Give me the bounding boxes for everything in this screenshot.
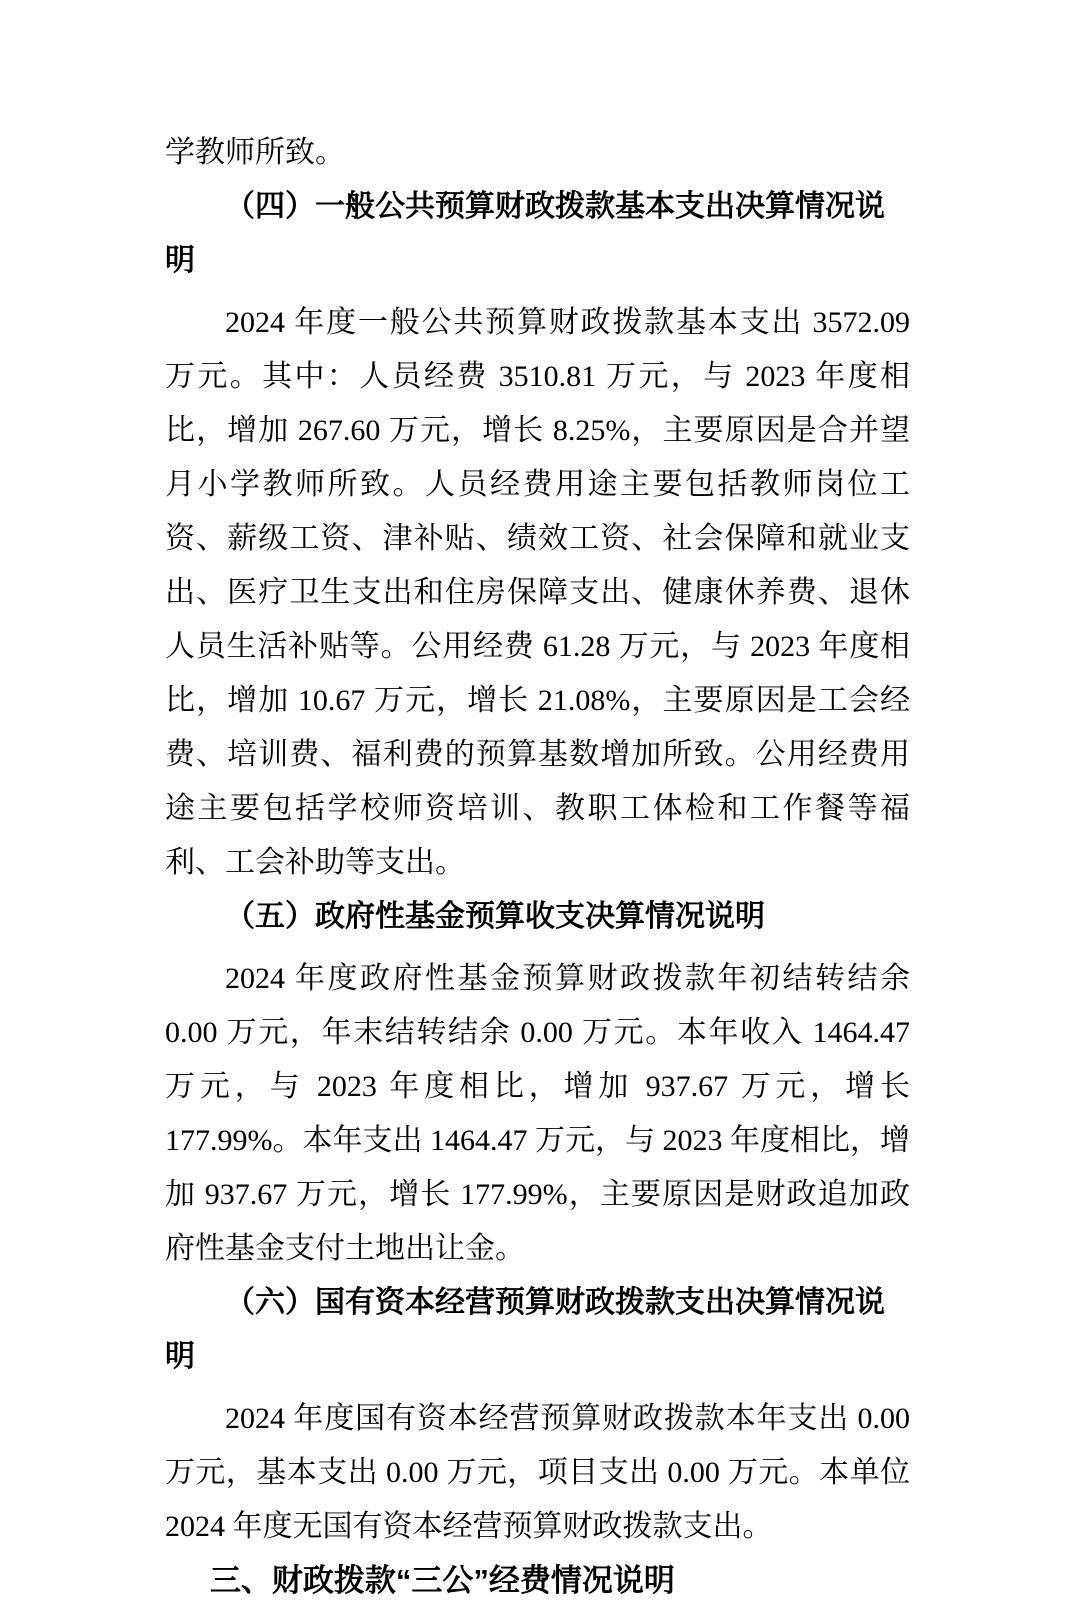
- section-5-paragraph: 2024 年度政府性基金预算财政拨款年初结转结余 0.00 万元，年末结转结余 0.00 万元。本年收入 1464.47 万元，与 2023 年度相比，增加 937.67 万元，增长 177.99%。本年支出 1464.47 万元，与 2023 年度相比，增加 937.67 万元，增长 177.99%，主要原因是财政追加政府性基金支付土地出让金。: [165, 962, 910, 1265]
- section-heading-4: （四）一般公共预算财政拨款基本支出决算情况说明: [165, 190, 885, 277]
- closing-heading-three-public-funds: 三、财政拨款“三公”经费情况说明: [209, 1563, 675, 1598]
- paragraph-continuation: 学教师所致。: [165, 136, 345, 169]
- section-heading-6: （六）国有资本经营预算财政拨款支出决算情况说明: [165, 1286, 885, 1373]
- section-heading-5: （五）政府性基金预算收支决算情况说明: [225, 900, 765, 933]
- section-4-paragraph: 2024 年度一般公共预算财政拨款基本支出 3572.09 万元。其中：人员经费 3510.81 万元，与 2023 年度相比，增加 267.60 万元，增长 8.25%，主要原因是合并望月小学教师所致。人员经费用途主要包括教师岗位工资、薪级工资、津补贴、绩效工资、社会保障和就业支出、医疗卫生支出和住房保障支出、健康休养费、退休人员生活补贴等。公用经费 61.28 万元，与 2023 年度相比，增加 10.67 万元，增长 21.08%，主要原因是工会经费、培训费、福利费的预算基数增加所致。公用经费用途主要包括学校师资培训、教职工体检和工作餐等福利、工会补助等支出。: [165, 306, 910, 879]
- section-6-paragraph: 2024 年度国有资本经营预算财政拨款本年支出 0.00 万元，基本支出 0.00 万元，项目支出 0.00 万元。本单位 2024 年度无国有资本经营预算财政拨款支出。: [165, 1402, 910, 1543]
